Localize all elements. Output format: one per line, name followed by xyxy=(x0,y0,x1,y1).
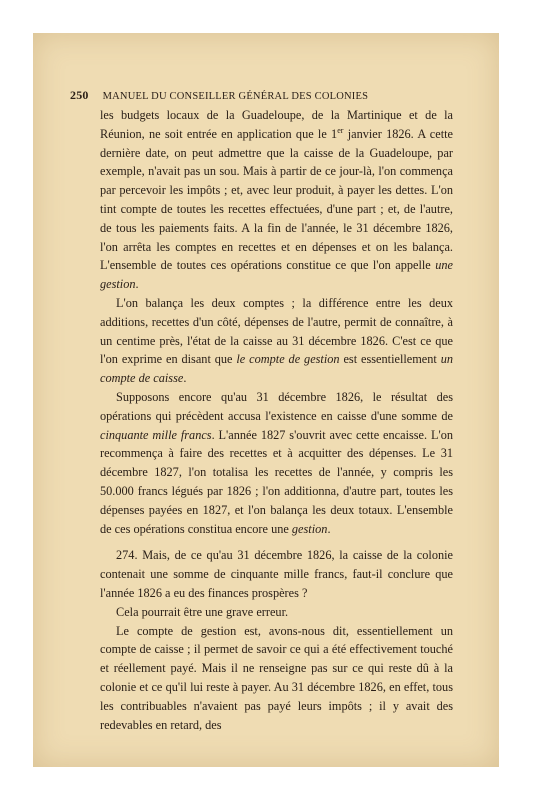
body-text xyxy=(100,106,453,734)
italic-compte-de-gestion: le compte de gestion xyxy=(236,352,340,367)
italic-une-gestion: une gestion xyxy=(100,258,453,292)
paragraph-2-text-c: . xyxy=(183,371,187,386)
paragraph-3-text-a: Supposons encore qu'au 31 décembre 1826, le résultat des opérations qui précèdent accusa l'existence en caisse d'une somme de xyxy=(100,389,453,423)
paragraph-3-text-b: . L'année 1827 s'ouvrit avec cette encaisse. L'on recommença à faire des recettes et à acquitter des dépenses. Le 31 décembre 1827, l'on totalisa les recettes de l'année, y compris les 50.000 francs légués par 1826 ; l'on additionna, d'autre part, toutes les dépenses payées en 1827, et l'on balança les deux totaux. L'ensemble de ces opérations constitua encore une xyxy=(100,427,453,536)
paragraph-1-text-c: . xyxy=(135,277,139,292)
paragraph-274: 274. Mais, de ce qu'au 31 décembre 1826, la caisse de la colonie contenait une somme de cinquante mille francs, faut-il conclure que l'année 1826 a eu des finances prospères ? xyxy=(100,548,453,600)
paragraph-1 xyxy=(100,106,453,294)
italic-compte-de-caisse: un compte de caisse xyxy=(100,352,453,386)
page-header xyxy=(70,88,450,103)
paragraph-1-text-a: les budgets locaux de la Guadeloupe, de la Martinique et de la Réunion, ne soit entrée en application que le 1 xyxy=(100,108,453,141)
paragraph-6: Le compte de gestion est, avons-nous dit, essentiellement un compte de caisse ; il permet de savoir ce qui a été effectivement touché et réellement payé. Mais il ne renseigne pas sur ce qui reste dû à la colonie et ce qu'il lui reste à payer. Au 31 décembre 1826, en effet, tous les contribuables n'avaient pas payé leurs impôts ; il y avait des redevables en retard, des xyxy=(100,623,453,732)
paragraph-2-text-b: est essentiellement xyxy=(339,352,441,367)
paragraph-1-text-b: janvier 1826. A cette dernière date, on peut admettre que la caisse de la Guadeloupe, par exemple, n'avait pas un sou. Mais à partir de ce jour-là, l'on commença par percevoir les impôts ; et, avec leur produit, à payer les dettes. L'on tint compte de toutes les recettes effectuées, d'une part ; et, de l'autre, de tous les paiements faits. A la fin de l'année, le 31 décembre 1826, l'on arrêta les comptes en recettes et en dépenses et on les balança. L'ensemble de toutes ces opérations constitue ce que l'on appelle xyxy=(100,126,453,273)
italic-cinquante-mille-francs: cinquante mille francs xyxy=(100,427,212,442)
paragraph-5: Cela pourrait être une grave erreur. xyxy=(116,604,289,619)
paragraph-3 xyxy=(100,388,453,538)
page-number: 250 xyxy=(70,88,89,102)
paragraph-2-text-a: L'on balança les deux comptes ; la différence entre les deux additions, recettes d'un côté, dépenses de l'autre, permit de connaître, à un centime près, l'état de la caisse au 31 décembre 1826. C'est ce que l'on exprime en disant que xyxy=(100,295,453,367)
running-title: MANUEL DU CONSEILLER GÉNÉRAL DES COLONIES xyxy=(102,91,369,102)
paragraph-3-text-c: . xyxy=(327,521,331,536)
paragraph-2 xyxy=(100,294,453,388)
italic-gestion: gestion xyxy=(291,521,328,536)
superscript-er: er xyxy=(337,125,344,135)
